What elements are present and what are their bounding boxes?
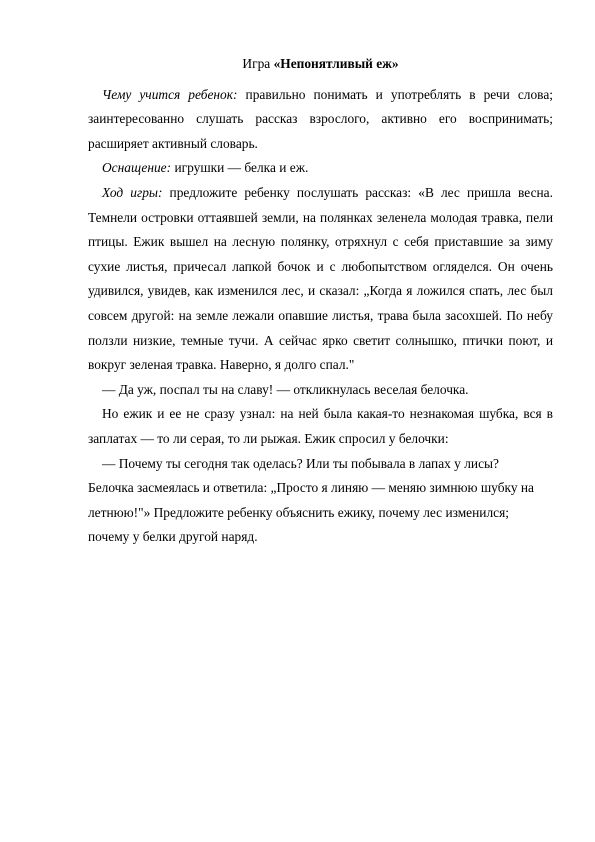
equipment-label: Оснащение: [102, 160, 172, 176]
course-text: предложите ребенку послушать рассказ: «В лес пришла весна. Темнели островки оттаявшей земли, на полянках зеленела молодая травка, пели птицы. Ежик вышел на лесную полянку, отряхнул с себя приставшие за зиму сухие листья, причесал лапкой бочок и с любопытством огляделся. Он очень удивился, увидев, как изменился лес, и сказал: „Когда я ложился спать, лес был совсем другой: на земле лежали опавшие листья, трава была засохшей. По небу ползли низкие, темные тучи. А сейчас ярко светит солнышко, птички поют, и вокруг зеленая травка. Наверно, я долго спал." [88, 184, 553, 373]
course-label: Ход игры: [102, 184, 163, 200]
title-prefix: Игра [242, 56, 274, 71]
goal-label: Чему учится ребенок: [102, 86, 238, 102]
story-paragraph: — Да уж, поспал ты на славу! — откликнулась веселая белочка. [102, 381, 469, 397]
equipment-text: игрушки — белка и еж. [171, 160, 309, 176]
title-name: «Непонятливый еж» [273, 56, 399, 71]
story-paragraph: — Почему ты сегодня так оделась? Или ты побывала в лапах у лисы? [102, 455, 499, 471]
equipment-paragraph [88, 156, 553, 181]
document-page [88, 52, 553, 550]
goal-text: правильно понимать и употреблять в речи слова; заинтересованно слушать рассказ взрослого, активно его воспринимать; расширяет активный словарь. [88, 86, 553, 151]
course-paragraph [88, 181, 553, 378]
story-paragraph: Но ежик и ее не сразу узнал: на ней была какая-то незнакомая шубка, вся в заплатах — то ли серая, то ли рыжая. Ежик спросил у белочки: [88, 406, 553, 446]
page-title [88, 52, 553, 77]
goal-paragraph [88, 83, 553, 157]
final-paragraph: Белочка засмеялась и ответила: „Просто я линяю — меняю зимнюю шубку на летнюю!"» Предложите ребенку объяснить ежику, почему лес изменился; почему у белки другой наряд. [88, 480, 534, 545]
